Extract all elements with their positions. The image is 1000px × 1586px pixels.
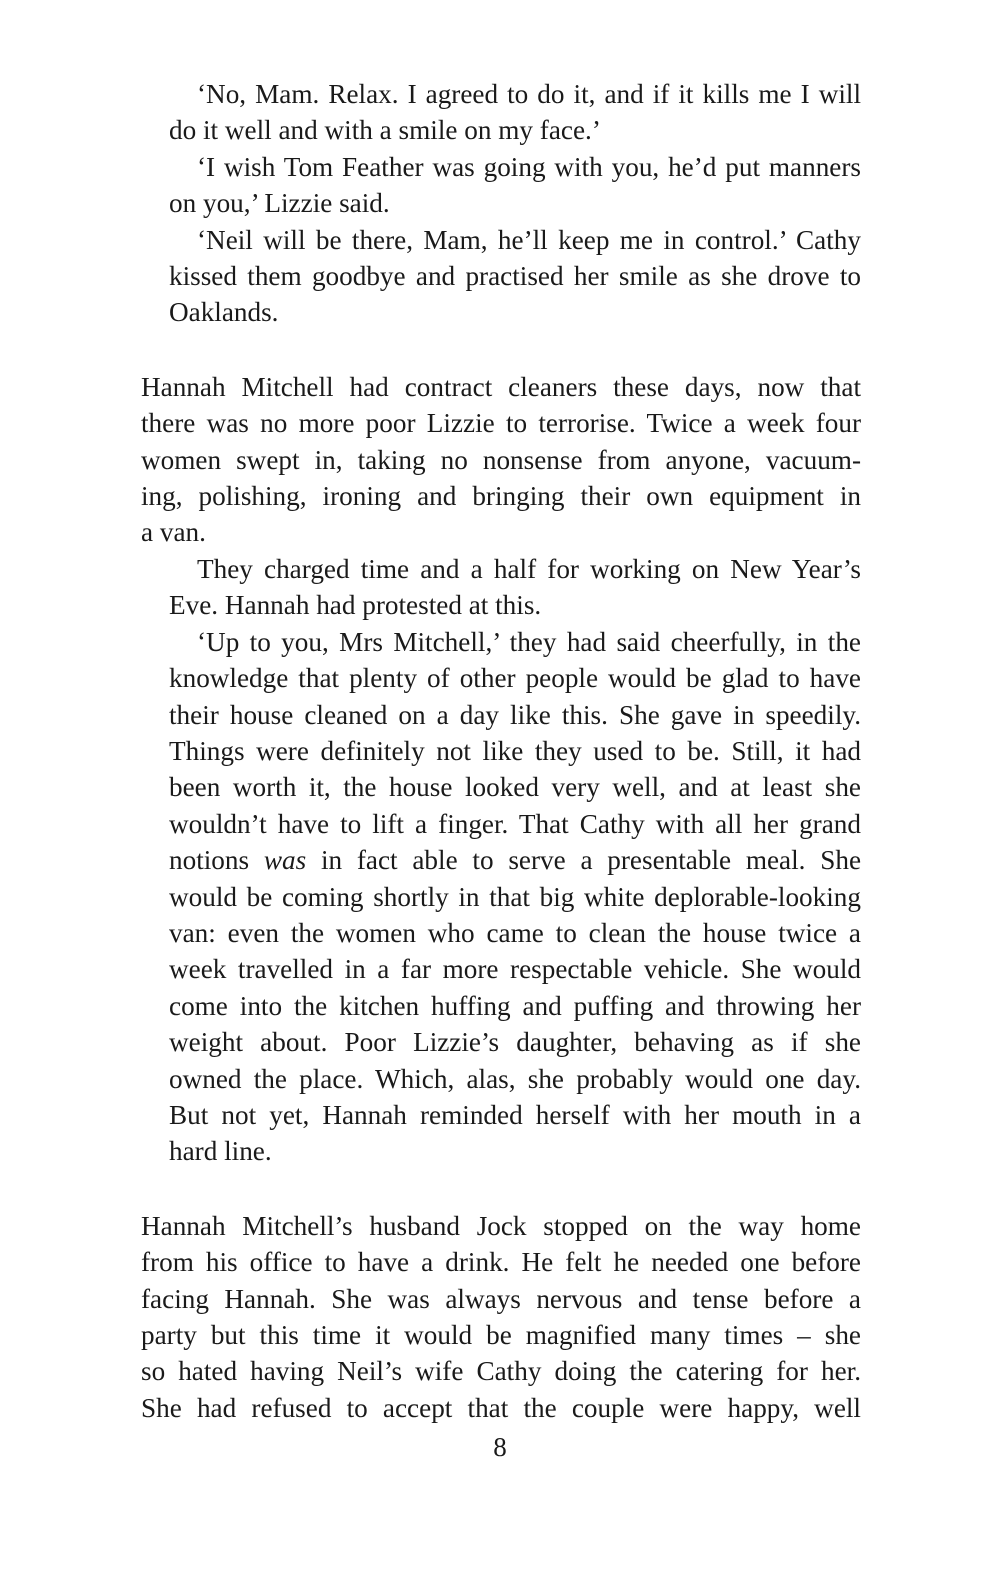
section-break [141, 331, 861, 369]
emphasis-text: was [263, 845, 307, 876]
paragraph-6 [141, 624, 861, 1170]
text-line: knowledge that plenty of other people would be glad to have [169, 663, 861, 694]
text-line [141, 842, 861, 878]
page-text [141, 76, 861, 1426]
text-line: ‘Neil will be there, Mam, he’ll keep me in control.’ Cathy [197, 224, 861, 255]
text-line: been worth it, the house looked very well, and at least she [169, 772, 861, 803]
page-number: 8 [493, 1432, 507, 1462]
text-line: ing, polishing, ironing and bringing their own equipment in [141, 481, 861, 512]
text-line: do it well and with a smile on my face.’ [169, 115, 601, 146]
text-line: Things were definitely not like they used to be. Still, it had [169, 735, 861, 766]
text-line: Eve. Hannah had protested at this. [169, 590, 542, 621]
paragraph-1 [141, 76, 861, 149]
section-break [141, 1170, 861, 1208]
paragraph-5 [141, 551, 861, 624]
text-line: owned the place. Which, alas, she probably would one day. [169, 1063, 861, 1094]
text-line: ‘I wish Tom Feather was going with you, he’d put manners [197, 151, 861, 182]
paragraph-2 [141, 149, 861, 222]
text-line: week travelled in a far more respectable vehicle. She would [169, 954, 861, 985]
text-line: They charged time and a half for working on New Year’s [197, 553, 861, 584]
text-line: But not yet, Hannah reminded herself with her mouth in a [169, 1099, 861, 1130]
text-line: ‘Up to you, Mrs Mitchell,’ they had said cheerfully, in the [197, 626, 861, 657]
text-line: hard line. [169, 1136, 272, 1167]
text-line: their house cleaned on a day like this. She gave in speedily. [169, 699, 861, 730]
text-line: Hannah Mitchell’s husband Jock stopped on the way home [141, 1210, 861, 1241]
text-line: would be coming shortly in that big white deplorable-looking [169, 881, 861, 912]
text-line: women swept in, taking no nonsense from anyone, vacuum- [141, 444, 861, 475]
text-line: a van. [141, 517, 206, 548]
paragraph-3 [141, 222, 861, 331]
text-fragment: notions [169, 845, 250, 876]
text-line: party but this time it would be magnified many times – she [141, 1320, 861, 1350]
text-line: so hated having Neil’s wife Cathy doing the catering for her. [141, 1356, 861, 1387]
text-line: on you,’ Lizzie said. [169, 188, 390, 219]
text-line: Oaklands. [169, 297, 279, 328]
text-line: weight about. Poor Lizzie’s daughter, behaving as if she [169, 1027, 861, 1058]
text-line: from his office to have a drink. He felt he needed one before [141, 1247, 861, 1278]
paragraph-7 [141, 1208, 861, 1426]
text-line: ‘No, Mam. Relax. I agreed to do it, and if it kills me I will [197, 79, 861, 109]
text-fragment: in fact able to serve a presentable meal. She [320, 845, 862, 876]
text-line: van: even the women who came to clean the house twice a [169, 917, 861, 948]
text-line: facing Hannah. She was always nervous and tense before a [141, 1283, 861, 1314]
text-line: wouldn’t have to lift a finger. That Cathy with all her grand [169, 808, 861, 839]
text-line: come into the kitchen huffing and puffing and throwing her [169, 990, 861, 1021]
text-line: She had refused to accept that the couple were happy, well [141, 1392, 861, 1423]
text-line: kissed them goodbye and practised her smile as she drove to [169, 261, 861, 292]
text-line: there was no more poor Lizzie to terrorise. Twice a week four [141, 408, 861, 439]
text-line: Hannah Mitchell had contract cleaners these days, now that [141, 371, 861, 402]
paragraph-4 [141, 369, 861, 551]
